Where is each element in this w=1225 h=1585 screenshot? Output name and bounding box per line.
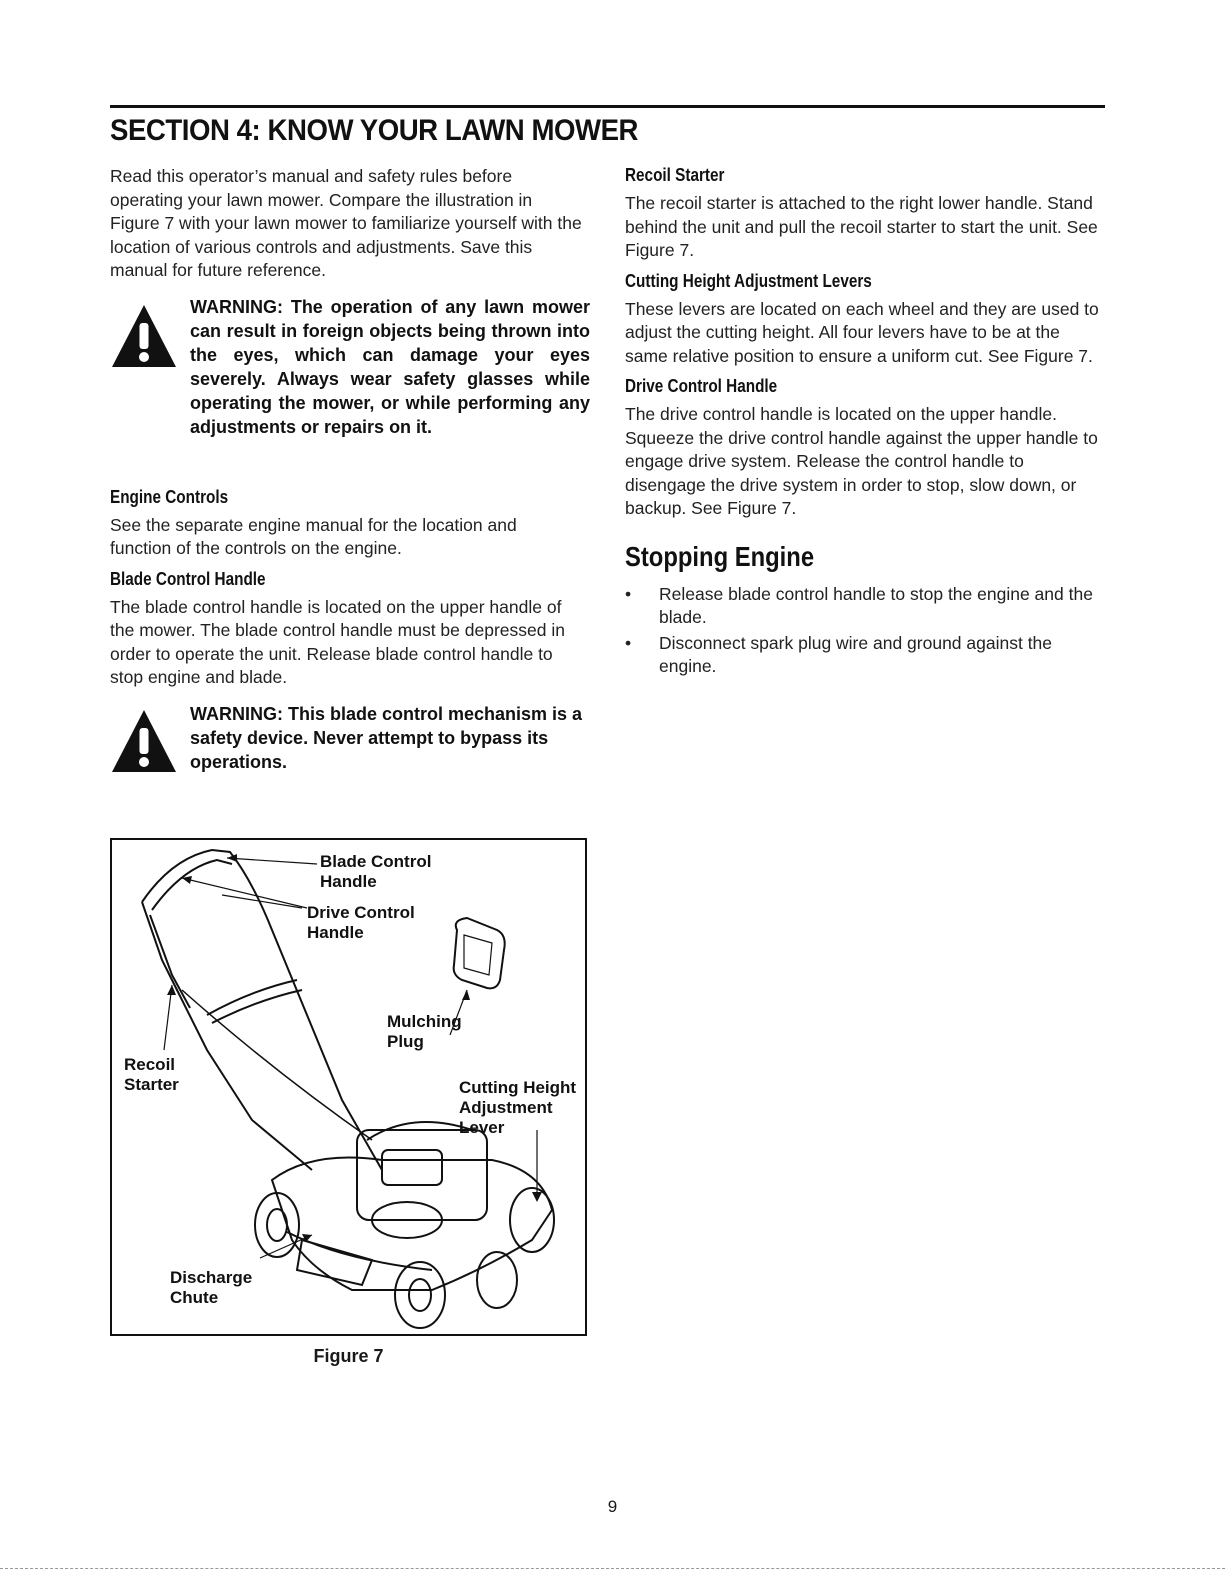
blade-control-text: The blade control handle is located on the upper handle of the mower. The blade control handle must be depressed in order to operate the unit. Release blade control handle to stop engine and blade. [110, 596, 565, 687]
label-discharge-chute: Discharge Chute [170, 1268, 253, 1307]
engine-controls-heading: Engine Controls [110, 486, 229, 507]
recoil-starter-text: The recoil starter is attached to the right lower handle. Stand behind the unit and pull the recoil starter to start the unit. See Figure 7. [625, 193, 1098, 260]
bullet-icon: • [625, 583, 632, 604]
cutting-height-text: These levers are located on each wheel and they are used to adjust the cutting height. All four levers have to be at the same relative position to ensure a uniform cut. See Figure 7. [625, 298, 1099, 366]
stopping-engine-list [625, 583, 1105, 679]
bullet-icon: • [625, 632, 632, 653]
engine-controls-text: See the separate engine manual for the location and function of the controls on the engine. [110, 514, 517, 558]
page-number: 9 [607, 1497, 618, 1516]
warning-blade-text: WARNING: This blade control mechanism is a safety device. Never attempt to bypass its operations. [190, 703, 583, 772]
stopping-engine-heading: Stopping Engine [625, 540, 815, 572]
figure-caption: Figure 7 [313, 1346, 384, 1366]
warning-triangle-icon [110, 702, 190, 774]
right-column [625, 165, 1105, 681]
warning-eyes [110, 295, 590, 439]
warning-triangle-icon [110, 295, 190, 439]
label-recoil-starter: Recoil Starter [124, 1055, 179, 1094]
intro-paragraph: Read this operator’s manual and safety rules before operating your lawn mower. Compare the illustration in Figure 7 with your lawn mower to familiarize yourself with the location of various controls and adjustments. Save this manual for future reference. [110, 166, 582, 280]
cutting-height-heading: Cutting Height Adjustment Levers [625, 270, 872, 291]
drive-control-text: The drive control handle is located on the upper handle. Squeeze the drive control handle against the upper handle to engage drive system. Release the control handle to disengage the drive system in order to stop, slow down, or backup. See Figure 7. [625, 404, 1098, 518]
list-item: • Release blade control handle to stop the engine and the blade. [625, 583, 1093, 627]
bottom-border [0, 1568, 1225, 1569]
left-column [110, 165, 590, 774]
label-blade-control-handle: Blade Control Handle [320, 852, 432, 891]
label-cutting-height-lever: Cutting Height Adjustment Lever [459, 1078, 577, 1137]
warning-eyes-text: WARNING: The operation of any lawn mower can result in foreign objects being thrown into the eyes, which can damage your eyes severely. Always wear safety glasses while operating the mower, or while performing any adjustments or repairs on it. [190, 296, 590, 437]
recoil-starter-heading: Recoil Starter [625, 165, 725, 185]
label-mulching-plug: Mulching Plug [387, 1012, 462, 1051]
top-rule [110, 105, 1105, 108]
warning-blade [110, 702, 590, 774]
label-drive-control-handle: Drive Control Handle [307, 903, 415, 942]
figure-7-box [110, 838, 587, 1336]
blade-control-heading: Blade Control Handle [110, 568, 266, 589]
drive-control-heading: Drive Control Handle [625, 376, 778, 396]
section-title: SECTION 4: KNOW YOUR LAWN MOWER [110, 114, 639, 147]
list-item: • Disconnect spark plug wire and ground against the engine. [625, 632, 1053, 676]
